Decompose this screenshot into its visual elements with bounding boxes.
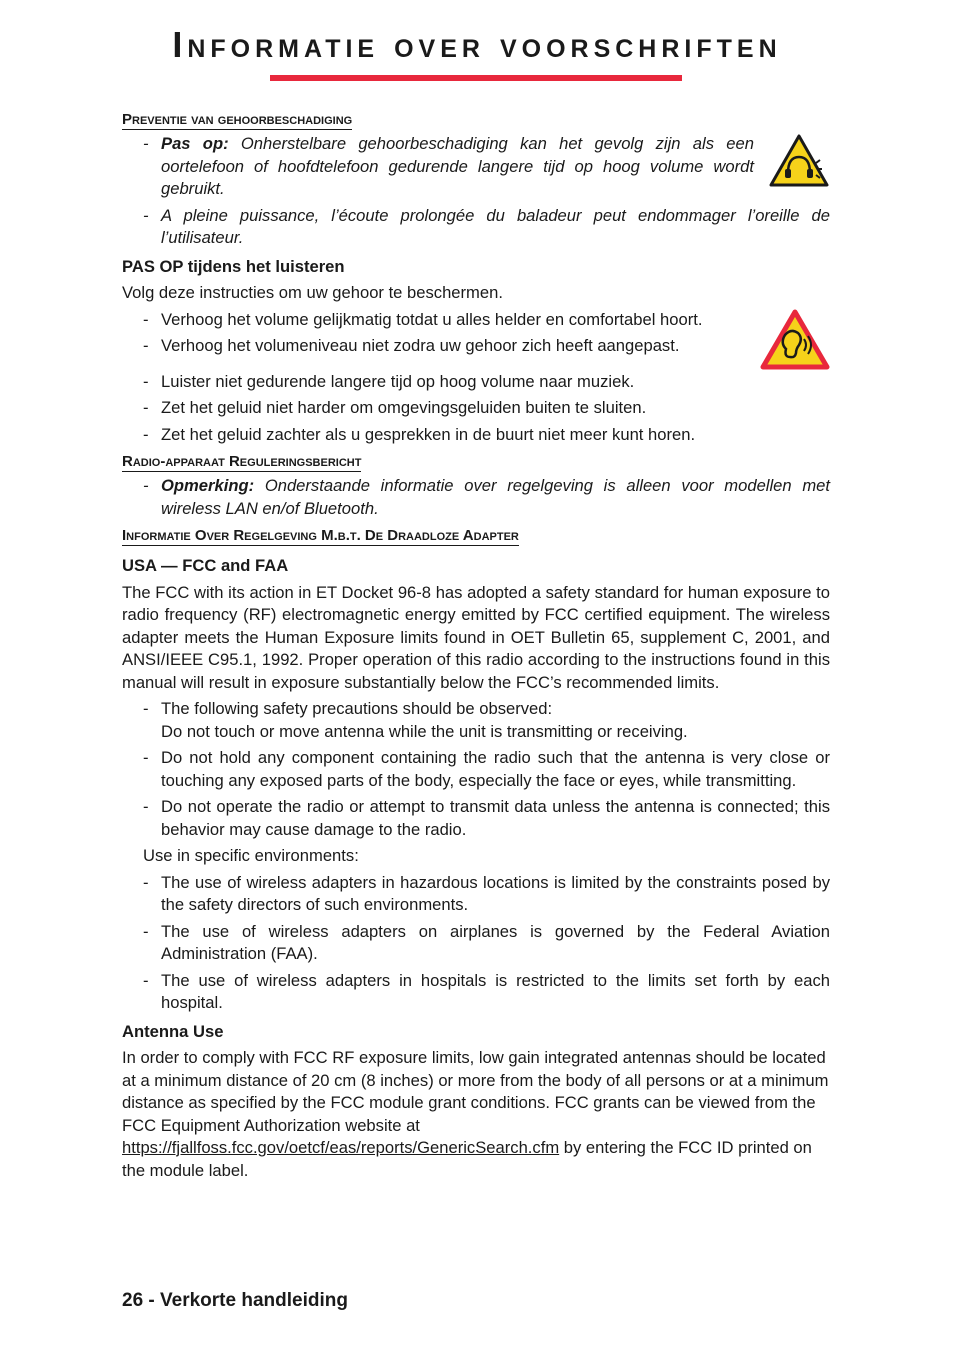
hearing-list-2	[122, 205, 830, 250]
loud-headphones-warning-icon	[768, 133, 830, 189]
usa-paragraph: The FCC with its action in ET Docket 96-8 has adopted a safety standard for human exposure to radio frequency (RF) electromagnetic energy emitted by FCC certified equipment. The wireless adapter meets the Human Exposure limits found in OET Bulletin 65, supplement C, 2001, and ANSI/IEEE C95.1, 1992. Proper operation of this radio according to the instructions found in this manual will result in exposure substantially below the FCC’s recommended limits.	[122, 582, 830, 692]
listening-block	[122, 309, 830, 371]
list-item: - Pas op: Onherstelbare gehoorbeschadiging kan het gevolg zijn als een oortelefoon of hoofdtelefoon gedurende langere tijd op hoog volume wordt gebruikt.	[122, 133, 754, 201]
list-item: - Do not operate the radio or attempt to transmit data unless the antenna is connected; this behavior may cause damage to the radio.	[122, 796, 830, 841]
fcc-search-link[interactable]: https://fjallfoss.fcc.gov/oetcf/eas/reports/GenericSearch.cfm	[122, 1138, 560, 1157]
list-item: - Verhoog het volume gelijkmatig totdat u alles helder en comfortabel hoort.	[122, 309, 754, 332]
precautions-list	[122, 698, 830, 841]
ear-volume-warning-icon	[760, 309, 830, 371]
list-item: - Zet het geluid niet harder om omgevingsgeluiden buiten te sluiten.	[122, 397, 830, 420]
page-content	[122, 108, 830, 1186]
listening-list	[122, 309, 754, 358]
hearing-list	[122, 133, 754, 201]
list-item: - The following safety precautions should be observed: Do not touch or move antenna while the unit is transmitting or receiving.	[122, 698, 830, 743]
env-list	[122, 872, 830, 1015]
list-item: - Opmerking: Onderstaande informatie over regelgeving is alleen voor modellen met wireless LAN en/of Bluetooth.	[122, 475, 830, 520]
subheading-usa: USA — FCC and FAA	[122, 556, 289, 575]
env-intro: Use in specific environments:	[143, 846, 359, 865]
antenna-paragraph: In order to comply with FCC RF exposure limits, low gain integrated antennas should be located at a minimum distance of 20 cm (8 inches) or more from the body of all persons or at a minimum distance as specified by the FCC module grant conditions. FCC grants can be viewed from the FCC Equipment Authorization website at https://fjallfoss.fcc.gov/oetcf/eas/reports/GenericSearch.cfm by entering the FCC ID printed on the module label.	[122, 1048, 829, 1180]
list-item: - Zet het geluid zachter als u gesprekken in de buurt niet meer kunt horen.	[122, 424, 830, 447]
list-item: - A pleine puissance, l’écoute prolongée du baladeur peut endommager l’oreille de l’utilisateur.	[122, 205, 830, 250]
list-item: - Do not hold any component containing the radio such that the antenna is very close or touching any exposed parts of the body, especially the face or eyes, while transmitting.	[122, 747, 830, 792]
section-heading-hearing: Preventie van gehoorbeschadiging	[122, 111, 353, 128]
listening-list-2	[122, 371, 830, 447]
radio-list	[122, 475, 830, 520]
page-footer: 26 - Verkorte handleiding	[122, 1290, 348, 1311]
list-item: - Verhoog het volumeniveau niet zodra uw gehoor zich heeft aangepast.	[122, 335, 754, 358]
list-item: - The use of wireless adapters on airplanes is governed by the Federal Aviation Administration (FAA).	[122, 921, 830, 966]
listening-intro: Volg deze instructies om uw gehoor te beschermen.	[122, 283, 503, 302]
title-underline	[270, 75, 682, 81]
subheading-listening: PAS OP tijdens het luisteren	[122, 256, 345, 276]
subheading-antenna: Antenna Use	[122, 1021, 224, 1041]
list-item: - The use of wireless adapters in hazardous locations is limited by the constraints posed by the safety directors of such environments.	[122, 872, 830, 917]
page-title: Informatie over voorschriften	[172, 24, 782, 65]
hearing-block	[122, 133, 830, 205]
list-item: - The use of wireless adapters in hospitals is restricted to the limits set forth by each hospital.	[122, 970, 830, 1015]
list-item: - Luister niet gedurende langere tijd op hoog volume naar muziek.	[122, 371, 830, 394]
section-heading-wireless: Informatie Over Regelgeving M.b.t. De Draadloze Adapter	[122, 527, 519, 544]
section-heading-radio: Radio-apparaat Reguleringsbericht	[122, 453, 362, 470]
